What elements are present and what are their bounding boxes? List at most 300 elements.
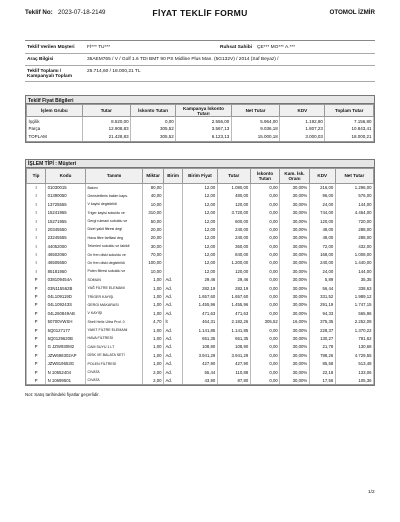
table-cell: 0,00: [250, 376, 279, 384]
table-cell: 0,00: [250, 217, 279, 225]
table-row: [27, 183, 374, 191]
table-cell: 30,00%: [280, 267, 309, 275]
column-header: Tip: [27, 168, 46, 183]
table-cell: 30,00%: [280, 284, 309, 292]
total-label-line-1: Teklif Toplamı /: [27, 68, 62, 74]
column-header: Birim Fiyat: [183, 168, 218, 183]
table-row: [27, 192, 374, 200]
table-cell: İşçilik: [27, 117, 83, 125]
table-cell: 21.428,83: [82, 133, 131, 141]
table-cell: 30,00%: [280, 334, 309, 342]
table-cell: 24,00: [309, 200, 335, 208]
table-cell: P: [27, 326, 46, 334]
vehicle-value: 35AEM765 / V / Golf 1.6 TDI BMT 90 PS Midline Plus Man. (5G132V) / 2014 (Saf Beyaz) /: [87, 57, 279, 62]
table-cell: [164, 183, 183, 191]
table-cell: 144,00: [335, 200, 373, 208]
table-cell: 0,00: [250, 359, 279, 367]
table-cell: POLEN FİLTRESİ: [85, 359, 142, 367]
table-cell: 29,46: [183, 276, 218, 284]
table-cell: N 10699501: [46, 376, 86, 384]
table-row: [27, 225, 374, 233]
table-cell: 1,00: [143, 359, 164, 367]
table-cell: 15.000,18: [231, 133, 280, 141]
table-cell: I: [27, 225, 46, 233]
table-cell: 12,00: [183, 250, 218, 258]
table-cell: I: [27, 200, 46, 208]
table-cell: 20,00: [143, 225, 164, 233]
table-cell: 1,00: [143, 276, 164, 284]
table-cell: 3.567,13: [176, 125, 232, 133]
table-cell: 35,35: [335, 276, 373, 284]
table-cell: 50,00: [143, 217, 164, 225]
total-label: [27, 69, 72, 81]
table-cell: [164, 267, 183, 275]
table-cell: 24,00: [309, 267, 335, 275]
table-cell: 0,00: [250, 284, 279, 292]
table-cell: 30,00: [143, 242, 164, 250]
page-number: 1/2: [368, 490, 375, 495]
table-cell: Ad.: [164, 376, 183, 384]
table-cell: 0,00: [250, 250, 279, 258]
table-cell: Ad.: [164, 368, 183, 376]
table-cell: 50700VWSH: [46, 318, 86, 326]
table-cell: 3.000,03: [280, 133, 325, 141]
table-cell: 120,00: [217, 267, 250, 275]
table-cell: 46502060: [46, 250, 86, 258]
table-cell: SOMUN: [85, 276, 142, 284]
price-summary-title: Teklif Fiyat Bilgileri: [26, 96, 374, 104]
total-label-line-2: Kampanyalı Toplam: [27, 74, 72, 80]
table-cell: I: [27, 267, 46, 275]
table-cell: 04L109119D: [46, 292, 86, 300]
table-cell: P: [27, 284, 46, 292]
table-cell: 23245555: [46, 234, 86, 242]
price-summary-table: [26, 104, 374, 142]
table-cell: 85181950: [46, 267, 86, 275]
table-cell: Triger kayisi sokuldu ve: [85, 208, 142, 216]
column-header: Birim: [164, 168, 183, 183]
table-cell: Ad.: [164, 334, 183, 342]
table-cell: 4.464,00: [335, 208, 373, 216]
table-cell: YAĞ FİLTRE ELEMANI: [85, 284, 142, 292]
table-cell: 15271955: [46, 217, 86, 225]
table-cell: 0,00: [250, 259, 279, 267]
table-cell: [164, 225, 183, 233]
table-cell: [164, 217, 183, 225]
table-cell: I: [27, 259, 46, 267]
table-cell: CIVATA: [85, 376, 142, 384]
table-row: [27, 284, 374, 292]
table-cell: P: [27, 376, 46, 384]
table-cell: 56,44: [309, 284, 335, 292]
table-cell: 30,00%: [280, 208, 309, 216]
table-cell: 305,52: [131, 125, 176, 133]
table-cell: 108,90: [183, 343, 218, 351]
table-cell: 12,00: [183, 208, 218, 216]
table-cell: 2.252,08: [335, 318, 373, 326]
column-header: Tutar: [82, 105, 131, 117]
table-cell: 10,00: [143, 200, 164, 208]
table-cell: P: [27, 301, 46, 309]
table-cell: 40,00: [143, 192, 164, 200]
table-cell: 20345550: [46, 225, 86, 233]
table-cell: 0,00: [250, 368, 279, 376]
table-cell: 375,35: [309, 318, 335, 326]
table-cell: 3.720,00: [217, 208, 250, 216]
table-cell: 305,52: [250, 318, 279, 326]
table-cell: 30,00%: [280, 250, 309, 258]
table-cell: 471,63: [183, 309, 218, 317]
table-cell: 120,00: [217, 200, 250, 208]
total-row: [25, 66, 375, 82]
table-cell: 288,00: [335, 234, 373, 242]
table-cell: 2.182,26: [217, 318, 250, 326]
table-row: [27, 242, 374, 250]
table-cell: 0,00: [250, 276, 279, 284]
table-cell: On fren diski sokuldu ve: [85, 250, 142, 258]
table-row: [27, 318, 374, 326]
table-cell: 1.807,23: [280, 125, 325, 133]
vehicle-label: Araç Bilgisi: [27, 57, 54, 62]
table-cell: GERGİ MAKARASI: [85, 301, 142, 309]
table-cell: 01390050: [46, 192, 86, 200]
column-header: Kam. İsk. Oranı: [280, 168, 309, 183]
table-cell: 288,00: [335, 225, 373, 233]
table-cell: 30,00%: [280, 351, 309, 359]
table-cell: 30,00%: [280, 192, 309, 200]
table-cell: 0,00: [250, 301, 279, 309]
column-header: KDV: [280, 105, 325, 117]
table-cell: Ad.: [164, 276, 183, 284]
table-cell: 6.123,13: [176, 133, 232, 141]
table-cell: Ad.: [164, 359, 183, 367]
table-cell: 0,00: [250, 208, 279, 216]
table-cell: 30,00%: [280, 326, 309, 334]
table-row: [27, 217, 374, 225]
table-cell: 0,00: [250, 334, 279, 342]
table-cell: V KAYIŞI: [85, 309, 142, 317]
table-cell: 1.296,00: [335, 183, 373, 191]
table-cell: 10,00: [143, 267, 164, 275]
table-cell: I: [27, 250, 46, 258]
total-value: 25.714,60 / 18.000,21 TL: [87, 68, 141, 74]
table-cell: 1.747,15: [335, 301, 373, 309]
price-summary-section: [25, 95, 375, 143]
table-cell: 15241955: [46, 208, 86, 216]
table-cell: 2,00: [143, 376, 164, 384]
table-cell: 12,00: [183, 200, 218, 208]
table-cell: 1.008,00: [335, 250, 373, 258]
table-cell: 133,06: [335, 368, 373, 376]
table-cell: 70,00: [143, 250, 164, 258]
table-cell: 464,31: [183, 318, 218, 326]
table-cell: 1.440,00: [335, 259, 373, 267]
table-cell: 30,00%: [280, 376, 309, 384]
table-cell: 0,00: [250, 351, 279, 359]
table-cell: 4,70: [143, 318, 164, 326]
table-cell: G JZW930M2: [46, 343, 86, 351]
table-row: [27, 351, 374, 359]
table-row: [27, 292, 374, 300]
table-cell: 1.080,00: [217, 183, 250, 191]
table-cell: I: [27, 183, 46, 191]
table-row: [27, 259, 374, 267]
table-cell: 1,00: [143, 309, 164, 317]
table-cell: 30,00%: [280, 259, 309, 267]
table-cell: 5Q0127177: [46, 326, 86, 334]
table-cell: 1.200,00: [217, 259, 250, 267]
table-cell: 12,00: [183, 225, 218, 233]
table-cell: 130,68: [335, 343, 373, 351]
table-cell: 788,26: [309, 351, 335, 359]
table-cell: 038109454A: [46, 276, 86, 284]
table-cell: 338,63: [335, 284, 373, 292]
table-cell: 331,52: [309, 292, 335, 300]
table-cell: lt: [164, 318, 183, 326]
operations-body: [27, 183, 374, 384]
table-cell: 1,00: [143, 343, 164, 351]
table-cell: 2,00: [143, 368, 164, 376]
table-cell: 600,00: [217, 217, 250, 225]
table-cell: 427,90: [217, 359, 250, 367]
table-row: [27, 250, 374, 258]
operations-section: [25, 159, 375, 386]
table-cell: JZW698302AP: [46, 351, 86, 359]
column-header: Miktar: [143, 168, 164, 183]
table-cell: 1,00: [143, 292, 164, 300]
table-cell: 432,00: [335, 242, 373, 250]
owner-label: Ruhsat Sahibi: [220, 44, 252, 50]
table-cell: 1.989,12: [335, 292, 373, 300]
table-cell: 30,00%: [280, 234, 309, 242]
table-cell: YAKIT FİLTRE ELEMANI: [85, 326, 142, 334]
operations-table: [26, 168, 374, 385]
table-cell: 96,00: [309, 192, 335, 200]
table-row: [27, 326, 374, 334]
table-cell: Ad.: [164, 351, 183, 359]
table-cell: 720,00: [335, 217, 373, 225]
table-cell: 17,56: [309, 376, 335, 384]
column-header: Kampanya İskonto Tutarı: [176, 105, 232, 117]
table-cell: 43,90: [183, 376, 218, 384]
column-header: İskonto Tutarı: [131, 105, 176, 117]
table-cell: P: [27, 368, 46, 376]
table-cell: 1.455,96: [217, 301, 250, 309]
table-cell: 513,48: [335, 359, 373, 367]
footnote: Not: Satış tarihindeki fiyatlar geçerlidir.: [25, 392, 100, 398]
table-cell: On fren diski degistirildi: [85, 259, 142, 267]
table-cell: 3.941,29: [183, 351, 218, 359]
table-cell: 3.941,29: [217, 351, 250, 359]
table-cell: 565,96: [335, 309, 373, 317]
table-cell: 480,00: [217, 192, 250, 200]
table-cell: Polen filtresi sokuldu ve: [85, 267, 142, 275]
table-cell: 1.455,96: [183, 301, 218, 309]
table-cell: 12.908,83: [82, 125, 131, 133]
table-cell: 30,00%: [280, 292, 309, 300]
table-cell: 282,19: [183, 284, 218, 292]
table-cell: 0,00: [131, 117, 176, 125]
table-cell: [164, 234, 183, 242]
table-cell: 471,63: [217, 309, 250, 317]
table-cell: Hava filtre farfilasi deg: [85, 234, 142, 242]
table-cell: [164, 200, 183, 208]
table-cell: P: [27, 334, 46, 342]
table-cell: Shell Helix Ultra Prof. 0: [85, 318, 142, 326]
form-title: FİYAT TEKLİF FORMU: [152, 8, 248, 18]
table-row: [27, 200, 374, 208]
summary-header-row: [27, 105, 374, 117]
table-cell: 12,00: [183, 183, 218, 191]
table-cell: 105,36: [335, 376, 373, 384]
table-cell: I: [27, 234, 46, 242]
table-cell: N 10552404: [46, 368, 86, 376]
table-cell: 1.370,22: [335, 326, 373, 334]
table-cell: 108,90: [217, 343, 250, 351]
table-cell: 110,88: [217, 368, 250, 376]
table-cell: V kayisi degistirildi: [85, 200, 142, 208]
form-header: [25, 8, 375, 22]
table-cell: TRİGER KAYIŞI: [85, 292, 142, 300]
table-cell: 310,00: [143, 208, 164, 216]
table-cell: 80,00: [143, 183, 164, 191]
table-cell: P: [27, 292, 46, 300]
table-cell: 0,00: [250, 267, 279, 275]
table-cell: 1.657,60: [183, 292, 218, 300]
table-cell: 0,00: [250, 343, 279, 351]
table-row: [27, 208, 374, 216]
table-cell: [164, 259, 183, 267]
table-cell: I: [27, 208, 46, 216]
table-cell: P: [27, 276, 46, 284]
table-cell: 1,00: [143, 326, 164, 334]
table-cell: 13725555: [46, 200, 86, 208]
table-row: [27, 276, 374, 284]
table-cell: 30,00%: [280, 359, 309, 367]
table-row: [27, 234, 374, 242]
table-cell: DİSK VE BALATA SETİ: [85, 351, 142, 359]
table-cell: 12,00: [183, 259, 218, 267]
table-cell: 30,00%: [280, 343, 309, 351]
table-cell: P: [27, 309, 46, 317]
table-cell: 18.000,21: [325, 133, 374, 141]
operations-title: İŞLEM TİPİ : Müşteri: [26, 160, 374, 168]
table-cell: I: [27, 192, 46, 200]
table-cell: 10.843,41: [325, 125, 374, 133]
table-cell: P: [27, 351, 46, 359]
table-cell: 29,46: [217, 276, 250, 284]
table-cell: [164, 192, 183, 200]
table-cell: JZW819653G: [46, 359, 86, 367]
table-cell: 48,00: [309, 234, 335, 242]
table-cell: 48,00: [309, 225, 335, 233]
table-cell: 1.141,85: [183, 326, 218, 334]
table-cell: Ad.: [164, 301, 183, 309]
table-cell: 30,00%: [280, 217, 309, 225]
table-cell: 16,00%: [280, 318, 309, 326]
table-cell: 427,90: [183, 359, 218, 367]
table-cell: 360,00: [217, 242, 250, 250]
table-cell: 305,52: [131, 133, 176, 141]
table-cell: 240,00: [217, 225, 250, 233]
table-cell: 291,19: [309, 301, 335, 309]
table-cell: 12,00: [183, 267, 218, 275]
table-cell: 1.141,85: [217, 326, 250, 334]
offered-to-value: Fİ*** TU***: [87, 44, 111, 50]
table-cell: Genisletilmis bakim kaps.: [85, 192, 142, 200]
column-header: Toplam Tutar: [325, 105, 374, 117]
table-cell: 7.156,80: [325, 117, 374, 125]
table-cell: 04L109243S: [46, 301, 86, 309]
table-cell: TOPLAM: [27, 133, 83, 141]
table-cell: 0,00: [250, 242, 279, 250]
table-cell: 840,00: [217, 250, 250, 258]
table-cell: 22,18: [309, 368, 335, 376]
table-cell: 30,00%: [280, 183, 309, 191]
table-cell: 5.964,00: [231, 117, 280, 125]
column-header: KDV: [309, 168, 335, 183]
offer-no-value: 2023-07-18-2149: [58, 9, 106, 16]
table-cell: Tekerleri sokuldu ve takildi: [85, 242, 142, 250]
table-row: [27, 334, 374, 342]
table-cell: 576,00: [335, 192, 373, 200]
table-cell: 168,00: [309, 250, 335, 258]
column-header: Net Tutar: [335, 168, 373, 183]
table-cell: 21,78: [309, 343, 335, 351]
column-header: Net Tutar: [231, 105, 280, 117]
table-cell: 144,00: [335, 267, 373, 275]
table-cell: 4.729,55: [335, 351, 373, 359]
table-cell: 72,00: [309, 242, 335, 250]
table-cell: Ad.: [164, 292, 183, 300]
table-row: [27, 133, 374, 141]
offered-to-label: Teklif Verilen Müşteri: [27, 44, 75, 50]
table-cell: 781,62: [335, 334, 373, 342]
table-cell: CAM SUYU 1 LT: [85, 343, 142, 351]
customer-row: [25, 41, 375, 54]
table-cell: 8.520,00: [82, 117, 131, 125]
table-cell: 30,00%: [280, 368, 309, 376]
table-cell: 04L260849AB: [46, 309, 86, 317]
column-header: Kodu: [46, 168, 86, 183]
table-cell: I: [27, 217, 46, 225]
table-cell: 20,00: [143, 234, 164, 242]
owner-value: ÇE*** MO*** A.***: [257, 44, 296, 50]
table-row: [27, 267, 374, 275]
table-cell: 1,00: [143, 301, 164, 309]
table-cell: 240,00: [309, 259, 335, 267]
table-cell: 12,00: [183, 234, 218, 242]
table-cell: 0,00: [250, 225, 279, 233]
table-cell: Parça: [27, 125, 83, 133]
table-cell: 651,35: [183, 334, 218, 342]
table-cell: 9.036,18: [231, 125, 280, 133]
table-row: [27, 125, 374, 133]
column-header: İşlem Grubu: [27, 105, 83, 117]
table-cell: 46505650: [46, 259, 86, 267]
table-row: [27, 368, 374, 376]
table-cell: 228,37: [309, 326, 335, 334]
table-cell: 1,00: [143, 334, 164, 342]
table-cell: Ad.: [164, 326, 183, 334]
table-cell: 240,00: [217, 234, 250, 242]
table-cell: 0,00: [250, 234, 279, 242]
table-row: [27, 376, 374, 384]
table-cell: Bakım: [85, 183, 142, 191]
table-cell: 1,00: [143, 284, 164, 292]
table-cell: Ad.: [164, 284, 183, 292]
table-cell: 282,19: [217, 284, 250, 292]
